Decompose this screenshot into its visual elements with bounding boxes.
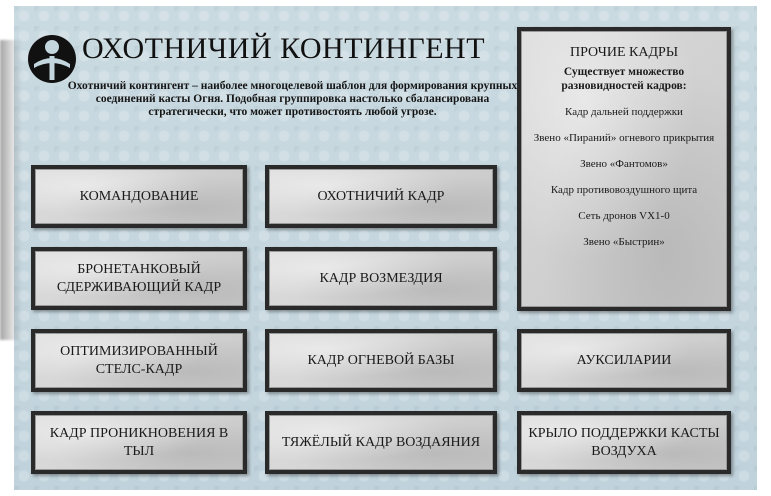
list-item[interactable]: Сеть дронов VX1-0 [578,210,670,222]
box-command[interactable]: КОМАНДОВАНИЕ [31,165,247,228]
list-item[interactable]: Звено «Пираний» огневого прикрытия [533,132,715,144]
list-item[interactable]: Звено «Быстрин» [583,236,665,248]
list-item[interactable]: Кадр дальней поддержки [565,106,683,118]
list-item[interactable]: Звено «Фантомов» [580,158,668,170]
other-cadres-panel [517,27,731,311]
box-armoured-interdiction-cadre[interactable]: БРОНЕТАНКОВЫЙ СДЕРЖИВАЮЩИЙ КАДР [31,247,247,310]
box-heavy-retribution-cadre[interactable]: ТЯЖЁЛЫЙ КАДР ВОЗДАЯНИЯ [265,411,497,474]
box-retaliation-cadre[interactable]: КАДР ВОЗМЕЗДИЯ [265,247,497,310]
other-cadres-subtitle: Существует множество разновидностей кадров: [561,66,687,92]
other-cadres-title: ПРОЧИЕ КАДРЫ [569,45,679,60]
box-air-caste-support-wing[interactable]: КРЫЛО ПОДДЕРЖКИ КАСТЫ ВОЗДУХА [517,411,731,474]
box-auxiliaries[interactable]: АУКСИЛАРИИ [517,329,731,392]
box-firebase-cadre[interactable]: КАДР ОГНЕВОЙ БАЗЫ [265,329,497,392]
page-description: Охотничий контингент – наиболее многоцелевой шаблон для формирования крупных соединений касты Огня. Подобная группировка настолько сбалансирована стратегически, что может противостоять любой угрозе. [67,80,518,118]
box-optimised-stealth-cadre[interactable]: ОПТИМИЗИРОВАННЫЙ СТЕЛС-КАДР [31,329,247,392]
tau-faction-symbol-icon [27,34,77,84]
box-hunter-cadre[interactable]: ОХОТНИЧИЙ КАДР [265,165,497,228]
box-infiltration-cadre[interactable]: КАДР ПРОНИКНОВЕНИЯ В ТЫЛ [31,411,247,474]
other-cadres-list [521,105,727,249]
list-item[interactable]: Кадр противовоздушного щита [550,184,698,196]
paint-splatter-decoration [0,40,22,340]
page-title: ОХОТНИЧИЙ КОНТИНГЕНТ [82,32,486,65]
